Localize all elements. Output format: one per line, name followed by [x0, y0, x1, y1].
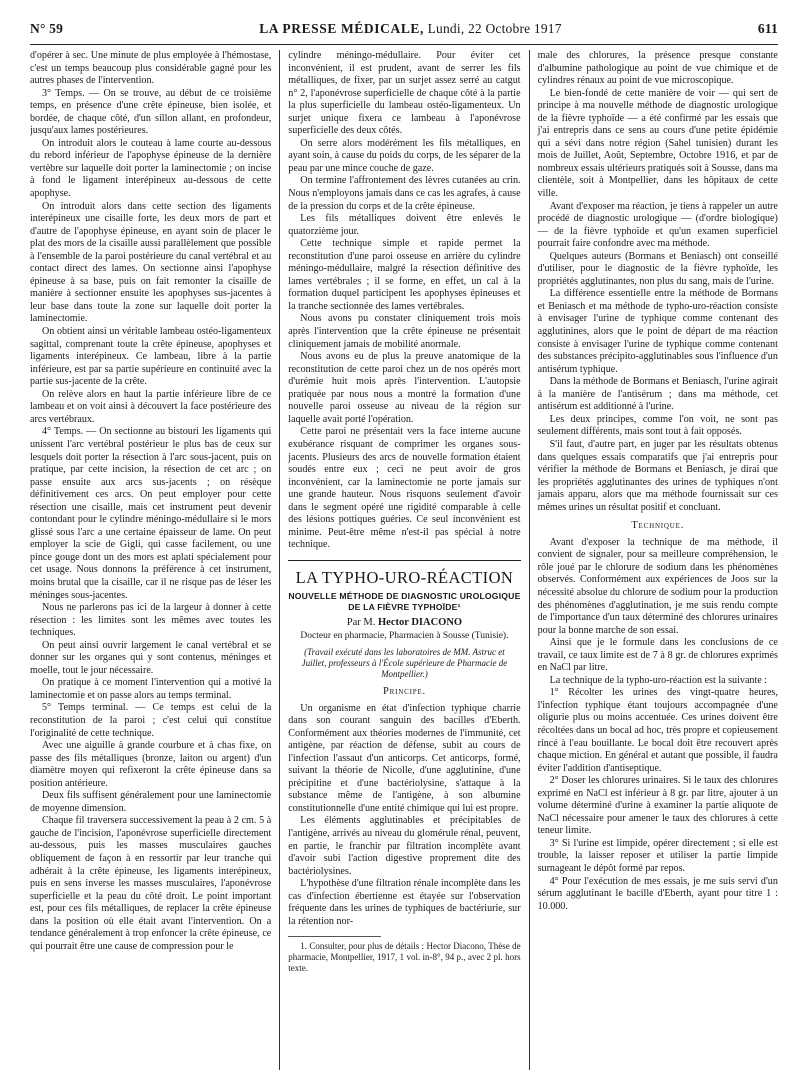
paragraph: 1° Récolter les urines des vingt-quatre heures, l'infection typhique étant toujours accompagnée d'une oligurie plus ou moins accentuée. Ces urines doivent être récoltées dans un bocal ad hoc, très propre et copieusement rincé à l'eau bouillante. Le bocal doit être recouvert après chaque miction. En général et autant que possible, il faudra éviter l'addition d'antiseptique.: [537, 687, 778, 774]
header-rule: [30, 44, 778, 45]
paragraph: On obtient ainsi un véritable lambeau ostéo-ligamenteux sagittal, comprenant toute la crête épineuse, apophyses et ligaments interépineux. Ce lambeau, libre à la partie inférieure, est par sa partie supérieure en continuité avec la partie sus-jacente de la crête.: [30, 326, 272, 388]
issue-date: Lundi, 22 Octobre 1917: [427, 21, 562, 36]
paragraph: Dans la méthode de Bormans et Beniasch, l'urine agirait à la manière de l'antisérum ; dans ma méthode, cet antisérum est additionné à l'urine.: [537, 376, 778, 413]
author-prefix: Par M.: [346, 616, 376, 628]
paragraph: Cette paroi ne présentait vers la face interne aucune exubérance risquant de comprimer les organes sous-jacents. Plusieurs des arcs de nouvelle formation étaient soudés entre eux ; ceci ne peut avoir de gros inconvénient, car la laminectomie ne porte jamais sur une grande hauteur. Nous risquons seulement d'avoir dans le segment opéré une rigidité comparable à celle des lésions pottiques guéries. Ce seul inconvénient est minime. Peut-être même n'est-il pas spécial à notre technique.: [288, 426, 521, 551]
article-subtitle: NOUVELLE MÉTHODE DE DIAGNOSTIC UROLOGIQUE DE LA FIÈVRE TYPHOÏDE¹: [288, 590, 521, 612]
paragraph: Un organisme en état d'infection typhique charrie dans son courant sanguin des bacilles d'Eberth. Conformément aux théories modernes de l'immunité, cet antigène, par réaction de défense, subit au cours de l'infection l'assaut d'un anticorps. Cet anticorps, formé, suivant la théorie de Nicolle, d'une agglutinine, d'une précipitine et d'une bactériolysine, s'attaque à la substance même de l'antigène, à son albumine constitutionnelle d'une entité chimique qui lui est propre.: [288, 702, 521, 814]
paragraph: S'il faut, d'autre part, en juger par les résultats obtenus dans quelques essais comparatifs que j'ai entrepris pour vérifier la méthode de Bormans et Beniasch, je dirai que les propriétés agglutinantes des urines de typhiques n'ont jamais apparu, alors que ma méthode fournissait sur ces mêmes urines un résultat positif et concluant.: [537, 438, 778, 513]
paragraph: On termine l'affrontement des lèvres cutanées au crin. Nous n'employons jamais dans ce cas les agrafes, à cause de la pression du corps et de la crête épineuse.: [288, 175, 521, 212]
paragraph: Les deux principes, comme l'on voit, ne sont pas seulement différents, mais sont tout à fait opposés.: [537, 413, 778, 438]
paragraph: L'hypothèse d'une filtration rénale incomplète dans les cas d'infection ébertienne est étayée sur l'observation fréquente dans les urines de typhiques de bactériurie, sur la rétention nor-: [288, 878, 521, 927]
article-note: (Travail exécuté dans les laboratoires de MM. Astruc et Juillet, professeurs à l'École supérieure de Pharmacie de Montpellier.): [301, 646, 508, 679]
author-affiliation: Docteur en pharmacie, Pharmacien à Sousse (Tunisie).: [300, 631, 509, 642]
paragraph: 3° Temps. — On se trouve, au début de ce troisième temps, en présence d'une crête épineuse, bien isolée, et bordée, de chaque côté, d'un sillon allant, en profondeur, jusqu'aux lames postérieures.: [30, 87, 272, 137]
paragraph: Cette technique simple et rapide permet la reconstitution d'une paroi osseuse en arrière du cylindre méningo-médullaire, malgré la résection définitive des lames vertébrales ; il se forme, en effet, un cal à la formation duquel participent les apophyses épineuses et la tranche sectionnée des lames vertébrales.: [288, 238, 521, 312]
issue-number: N° 59: [30, 21, 64, 36]
column-2: [279, 50, 528, 1070]
article-separator: [288, 560, 520, 561]
footnote-rule: [288, 936, 381, 937]
paragraph: Avant d'exposer la technique de ma méthode, il convient de signaler, pour sa meilleure compréhension, le rôle joué par le chlorure de sodium dans les phénomènes observés. Conformément aux expériences de Joos sur la nécessité absolue du chlorure de sodium pour la production des phénomènes d'agglutination, je me suis rendu compte de l'importance d'un taux déterminé des chlorures urinaires pour la bonne marche de son essai.: [537, 536, 778, 636]
paragraph: d'opérer à sec. Une minute de plus employée à l'hémostase, c'est un temps beaucoup plus considérable gagné pour les autres phases de l'intervention.: [30, 50, 272, 87]
article-title: LA TYPHO-URO-RÉACTION: [295, 567, 514, 587]
section-heading-principe: Principe.: [383, 685, 426, 697]
columns: [30, 50, 778, 1070]
paragraph: On introduit alors le couteau à lame courte au-dessous du rebord inférieur de l'apophyse épineuse de la dernière vertèbre sur laquelle doit porter la laminectomie ; on incise à fond le ligament interépineux au-dessous de cette apophyse.: [30, 137, 272, 200]
paragraph: Nous ne parlerons pas ici de la largeur à donner à cette résection : les limites sont les mêmes avec toutes les techniques.: [30, 602, 272, 639]
paragraph: On relève alors en haut la partie inférieure libre de ce lambeau et on voit ainsi à découvert la face postérieure des arcs vertébraux.: [30, 388, 272, 425]
author-name: Hector DIACONO: [378, 616, 463, 628]
paragraph: Deux fils suffisent généralement pour une laminectomie de moyenne dimension.: [30, 790, 272, 814]
paragraph: Les fils métalliques doivent être enlevés le quatorzième jour.: [288, 213, 521, 237]
paragraph: Le bien-fondé de cette manière de voir — qui sert de principe à ma nouvelle méthode de diagnostic urologique de la fièvre typhoïde — a été confirmé par les essais que j'ai entrepris dans ce sens au cours d'une petite épidémie qui a sévi dans notre région (Sahel tunisien) durant les mois de Juillet, Août, Septembre, Octobre 1916, et par de nombreux essais ultérieurs pratiqués soit à Sousse, dans ma clientèle, soit à Montpellier, dans les hôpitaux de cette ville.: [537, 87, 778, 200]
column-1: [30, 50, 279, 1070]
paragraph: On peut ainsi ouvrir largement le canal vertébral et se donner sur les organes qui y sont contenus, méninges et moelle, tout le jour nécessaire.: [30, 639, 272, 676]
paragraph: male des chlorures, la présence presque constante d'albumine pathologique au point de vue chimique et de cylindres rénaux au point de vue microscopique.: [537, 50, 778, 87]
paragraph: Avec une aiguille à grande courbure et à chas fixe, on passe des fils métalliques (bronze, laiton ou argent) d'un diamètre moyen qui refixeront la crête épineuse dans sa position antérieure.: [30, 740, 272, 789]
paragraph: cylindre méningo-médullaire. Pour éviter cet inconvénient, il est prudent, avant de serrer les fils métalliques, de fixer, par un surjet assez serré au catgut n° 2, l'aponévrose superficielle de chaque côté à la partie la plus superficielle du lambeau ostéo-ligamenteux. Un surjet unique fixera ce lambeau à l'aponévrose superficielle des deux côtés.: [288, 50, 521, 137]
paragraph: 4° Temps. — On sectionne au bistouri les ligaments qui unissent l'arc vertébral postérieur le plus bas de ceux sur lesquels doit porter la résection à l'arc sous-jacent, puis on pratique, par cette incision, la résection de cet arc ; on passe ensuite aux arcs sus-jacents ; on résèque définitivement ces arcs. On peut employer pour cette résection une cisaille, mais cet instrument peut devenir contondant pour le cylindre méningo-médullaire si le mors glissé sous l'arc a une certaine épaisseur de lame. On peut employer la scie de Gigli, qui casse facilement, ou une pince gouge dont un des mors est aplati spécialement pour cet usage. Nous donnons la préférence à cet instrument, moins brutal que la cisaille, car il ne risque pas de léser les méninges sous-jacentes.: [30, 426, 272, 601]
paragraph: Nous avons eu de plus la preuve anatomique de la reconstitution de cette paroi chez un de nos opérés mort d'urémie huit mois après l'intervention. L'autopsie pratiquée par nous nous a montré la formation d'une nouvelle paroi osseuse au niveau de la région sur laquelle avait porté l'opération.: [288, 351, 521, 425]
footnote: 1. Consulter, pour plus de détails : Hector Diacono, Thèse de pharmacie, Montpellier, 1917, 1 vol. in-8°, 94 p., avec 2 pl. hors texte.: [288, 941, 521, 974]
paragraph: 4° Pour l'exécution de mes essais, je me suis servi d'un sérum agglutinant le bacille d'Eberth, ayant pour titre 1 : 10.000.: [537, 875, 778, 912]
paragraph: Nous avons pu constater cliniquement trois mois après l'intervention que la crête épineuse ne présentait cliniquement jamais de mobilité anormale.: [288, 313, 521, 350]
paragraph: Ainsi que je le formule dans les conclusions de ce travail, ce taux limite est de 7 à 8 gr. de chlorures exprimés en NaCl par litre.: [537, 637, 778, 674]
section-heading-technique: Technique.: [631, 520, 685, 532]
paragraph: Chaque fil traversera successivement la peau à 2 cm. 5 à gauche de l'incision, l'aponévrose superficielle directement au-dessous, puis les masses musculaires gauches obliquement de façon à en ressortir par leur tranche qui adhérait à la crête épineuse, les ligaments interépineux, puis en sens inverse les masses musculaires, l'aponévrose superficielle et la peau du côté droit. Le point important est, pour ces fils métalliques, de replacer la crête épineuse dans la position où elle était avant l'intervention. On a tendance généralement à trop enfoncer la crête épineuse, ce qui pourrait être une cause de compression pour le: [30, 815, 272, 952]
paragraph: Avant d'exposer ma réaction, je tiens à rappeler un autre procédé de diagnostic urologique — (d'ordre biologique) — de la fièvre typhoïde et qu'un examen superficiel pourrait faire confondre avec ma méthode.: [537, 200, 778, 250]
article-author: [288, 617, 520, 630]
column-3: [529, 50, 778, 1070]
paragraph: La technique de la typho-uro-réaction est la suivante :: [549, 674, 768, 686]
paragraph: 3° Si l'urine est limpide, opérer directement ; si elle est trouble, la laisser reposer et utiliser la partie limpide surnageant le dépôt formé par repos.: [537, 837, 778, 874]
journal-name: LA PRESSE MÉDICALE,: [259, 21, 424, 36]
paragraph: 5° Temps terminal. — Ce temps est celui de la reconstitution de la paroi ; c'est celui qui constitue l'originalité de cette technique.: [30, 702, 272, 739]
journal-title: [63, 21, 758, 37]
paragraph: La différence essentielle entre la méthode de Bormans et Beniasch et ma méthode de typho-uro-réaction consiste à envisager l'urine de typhique comme contenant des agglutinines, alors que le point de départ de ma réaction consiste à envisager l'urine de typhique comme contenant des substances précipito-agglutinables sous l'influence d'un antisérum typhique.: [537, 288, 778, 375]
paragraph: Les éléments agglutinables et précipitables de l'antigène, arrivés au niveau du glomérule rénal, peuvent, en partie, le franchir par filtration incomplète avant d'avoir subi l'action digestive proprement dite des bactériolysines.: [288, 815, 521, 877]
paragraph: Quelques auteurs (Bormans et Beniasch) ont conseillé d'utiliser, pour le diagnostic de la fièvre typhoïde, les propriétés agglutinantes, non plus du sang, mais de l'urine.: [537, 250, 778, 287]
paragraph: 2° Doser les chlorures urinaires. Si le taux des chlorures exprimé en NaCl est inférieur à 8 gr. par litre, ajouter à un volume déterminé d'urine à examiner la partie aliquote de NaCl nécessaire pour amener le taux des chlorures à cette teneur limite.: [537, 775, 778, 837]
paragraph: On introduit alors dans cette section des ligaments interépineux une cisaille forte, les deux mors de part et d'autre de l'apophyse épineuse, en ayant soin de placer le plat des mors de la cisaille aussi parallèlement que possible à l'ensemble de la paroi postérieure du canal vertébral et au contact direct des lames. On sectionne ainsi l'apophyse épineuse à sa base, puis on fait remonter la cisaille de manière à sectionner ensuite les apophyses sus-jacentes à leur base dans toute la zone sur laquelle doit porter la laminectomie.: [30, 200, 272, 325]
paragraph: On serre alors modérément les fils métalliques, en ayant soin, à cause du poids du corps, de les séparer de la peau par une mince couche de gaze.: [288, 137, 521, 174]
page-number: 611: [757, 21, 778, 36]
running-header: [30, 18, 778, 40]
paragraph: On pratique à ce moment l'intervention qui a motivé la laminectomie et on passe alors au temps terminal.: [30, 677, 272, 701]
